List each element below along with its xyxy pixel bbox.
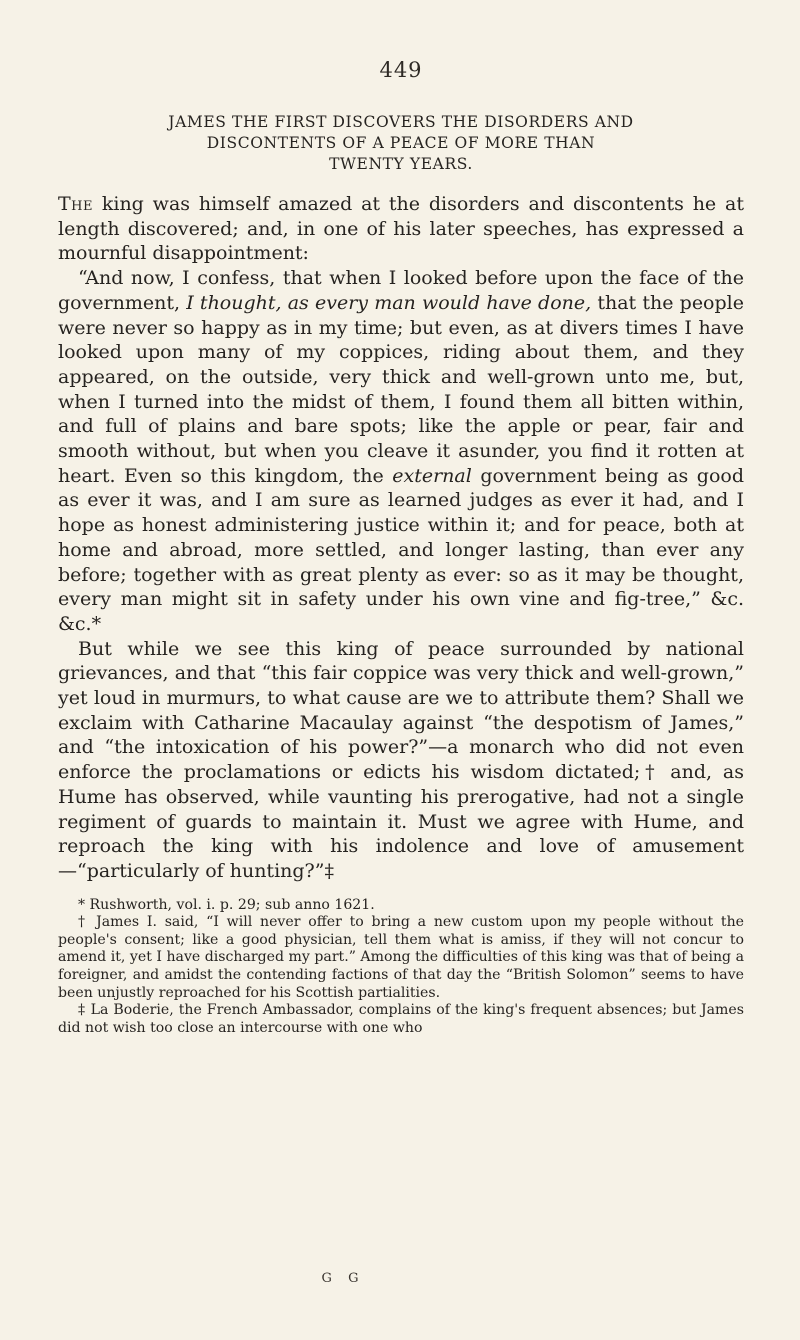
paragraph-1	[58, 192, 744, 266]
footnote-3: ‡ La Boderie, the French Ambassador, complains of the king's frequent absences; but James did not wish too close an intercourse with one who	[58, 1002, 744, 1036]
page-number: 449	[379, 58, 423, 82]
chapter-heading-line-1: JAMES THE FIRST DISCOVERS THE DISORDERS AND	[168, 113, 634, 131]
quotation-italic-word: external	[392, 464, 472, 487]
signature-mark: G G	[321, 1271, 365, 1286]
paragraph-1-text: king was himself amazed at the disorders and discontents he at length discovered; and, in one of his later speeches, has expressed a mournful disappointment:	[58, 193, 744, 265]
quotation-text-end: government being as good as ever it was, and I am sure as learned judges as ever it had, and I hope as honest administering justice within it; and for peace, both at home and abroad, more settled, and longer lasting, than ever any before; together with as great plenty as ever: so as it may be thought, every man might sit in safety under his own vine and fig-tree,” &c. &c.*	[58, 464, 744, 635]
chapter-heading-line-2: DISCONTENTS OF A PEACE OF MORE THAN	[206, 134, 596, 152]
chapter-heading-line-3: TWENTY YEARS.	[329, 155, 473, 173]
paragraph-lead-word: The	[58, 193, 93, 215]
page-content	[58, 58, 744, 1037]
footnotes	[58, 897, 744, 1038]
chapter-heading	[58, 112, 744, 175]
body-text	[58, 192, 744, 884]
footnote-2: † James I. said, “I will never offer to bring a new custom upon my people without the people's consent; like a good physician, tell them what is amiss, if they will not concur to amend it, yet I have discharged my part.” Among the difficulties of this king was that of being a foreigner, and amidst the contending factions of that day the “British Solomon” seems to have been unjustly reproached for his Scottish partialities.	[58, 914, 744, 1001]
paragraph-2-quotation	[58, 266, 744, 637]
quotation-text-start: “And now, I confess, that when I looked before upon the face of the government,	[58, 267, 744, 314]
quotation-italic-phrase: I thought, as every man would have done,	[186, 291, 592, 314]
quotation-text-middle: that the people were never so happy as in my time; but even, as at divers times I have looked upon many of my coppices, riding about them, and they appeared, on the outside, very thick and well-grown unto me, but, when I turned into the midst of them, I found them all bitten within, and full of plains and bare spots; like the apple or pear, fair and smooth without, but when you cleave it asunder, you find it rotten at heart. Even so this kingdom, the	[58, 291, 744, 487]
footnote-1: * Rushworth, vol. i. p. 29; sub anno 1621.	[78, 896, 375, 913]
paragraph-3: But while we see this king of peace surrounded by national grievances, and that “this fair coppice was very thick and well-grown,” yet loud in murmurs, to what cause are we to attribute them? Shall we exclaim with Catharine Macaulay against “the despotism of James,” and “the intoxication of his power?”—a monarch who did not even enforce the proclamations or edicts his wisdom dictated;† and, as Hume has observed, while vaunting his prerogative, had not a single regiment of guards to maintain it. Must we agree with Hume, and reproach the king with his indolence and love of amusement—“particularly of hunting?”‡	[58, 637, 744, 882]
